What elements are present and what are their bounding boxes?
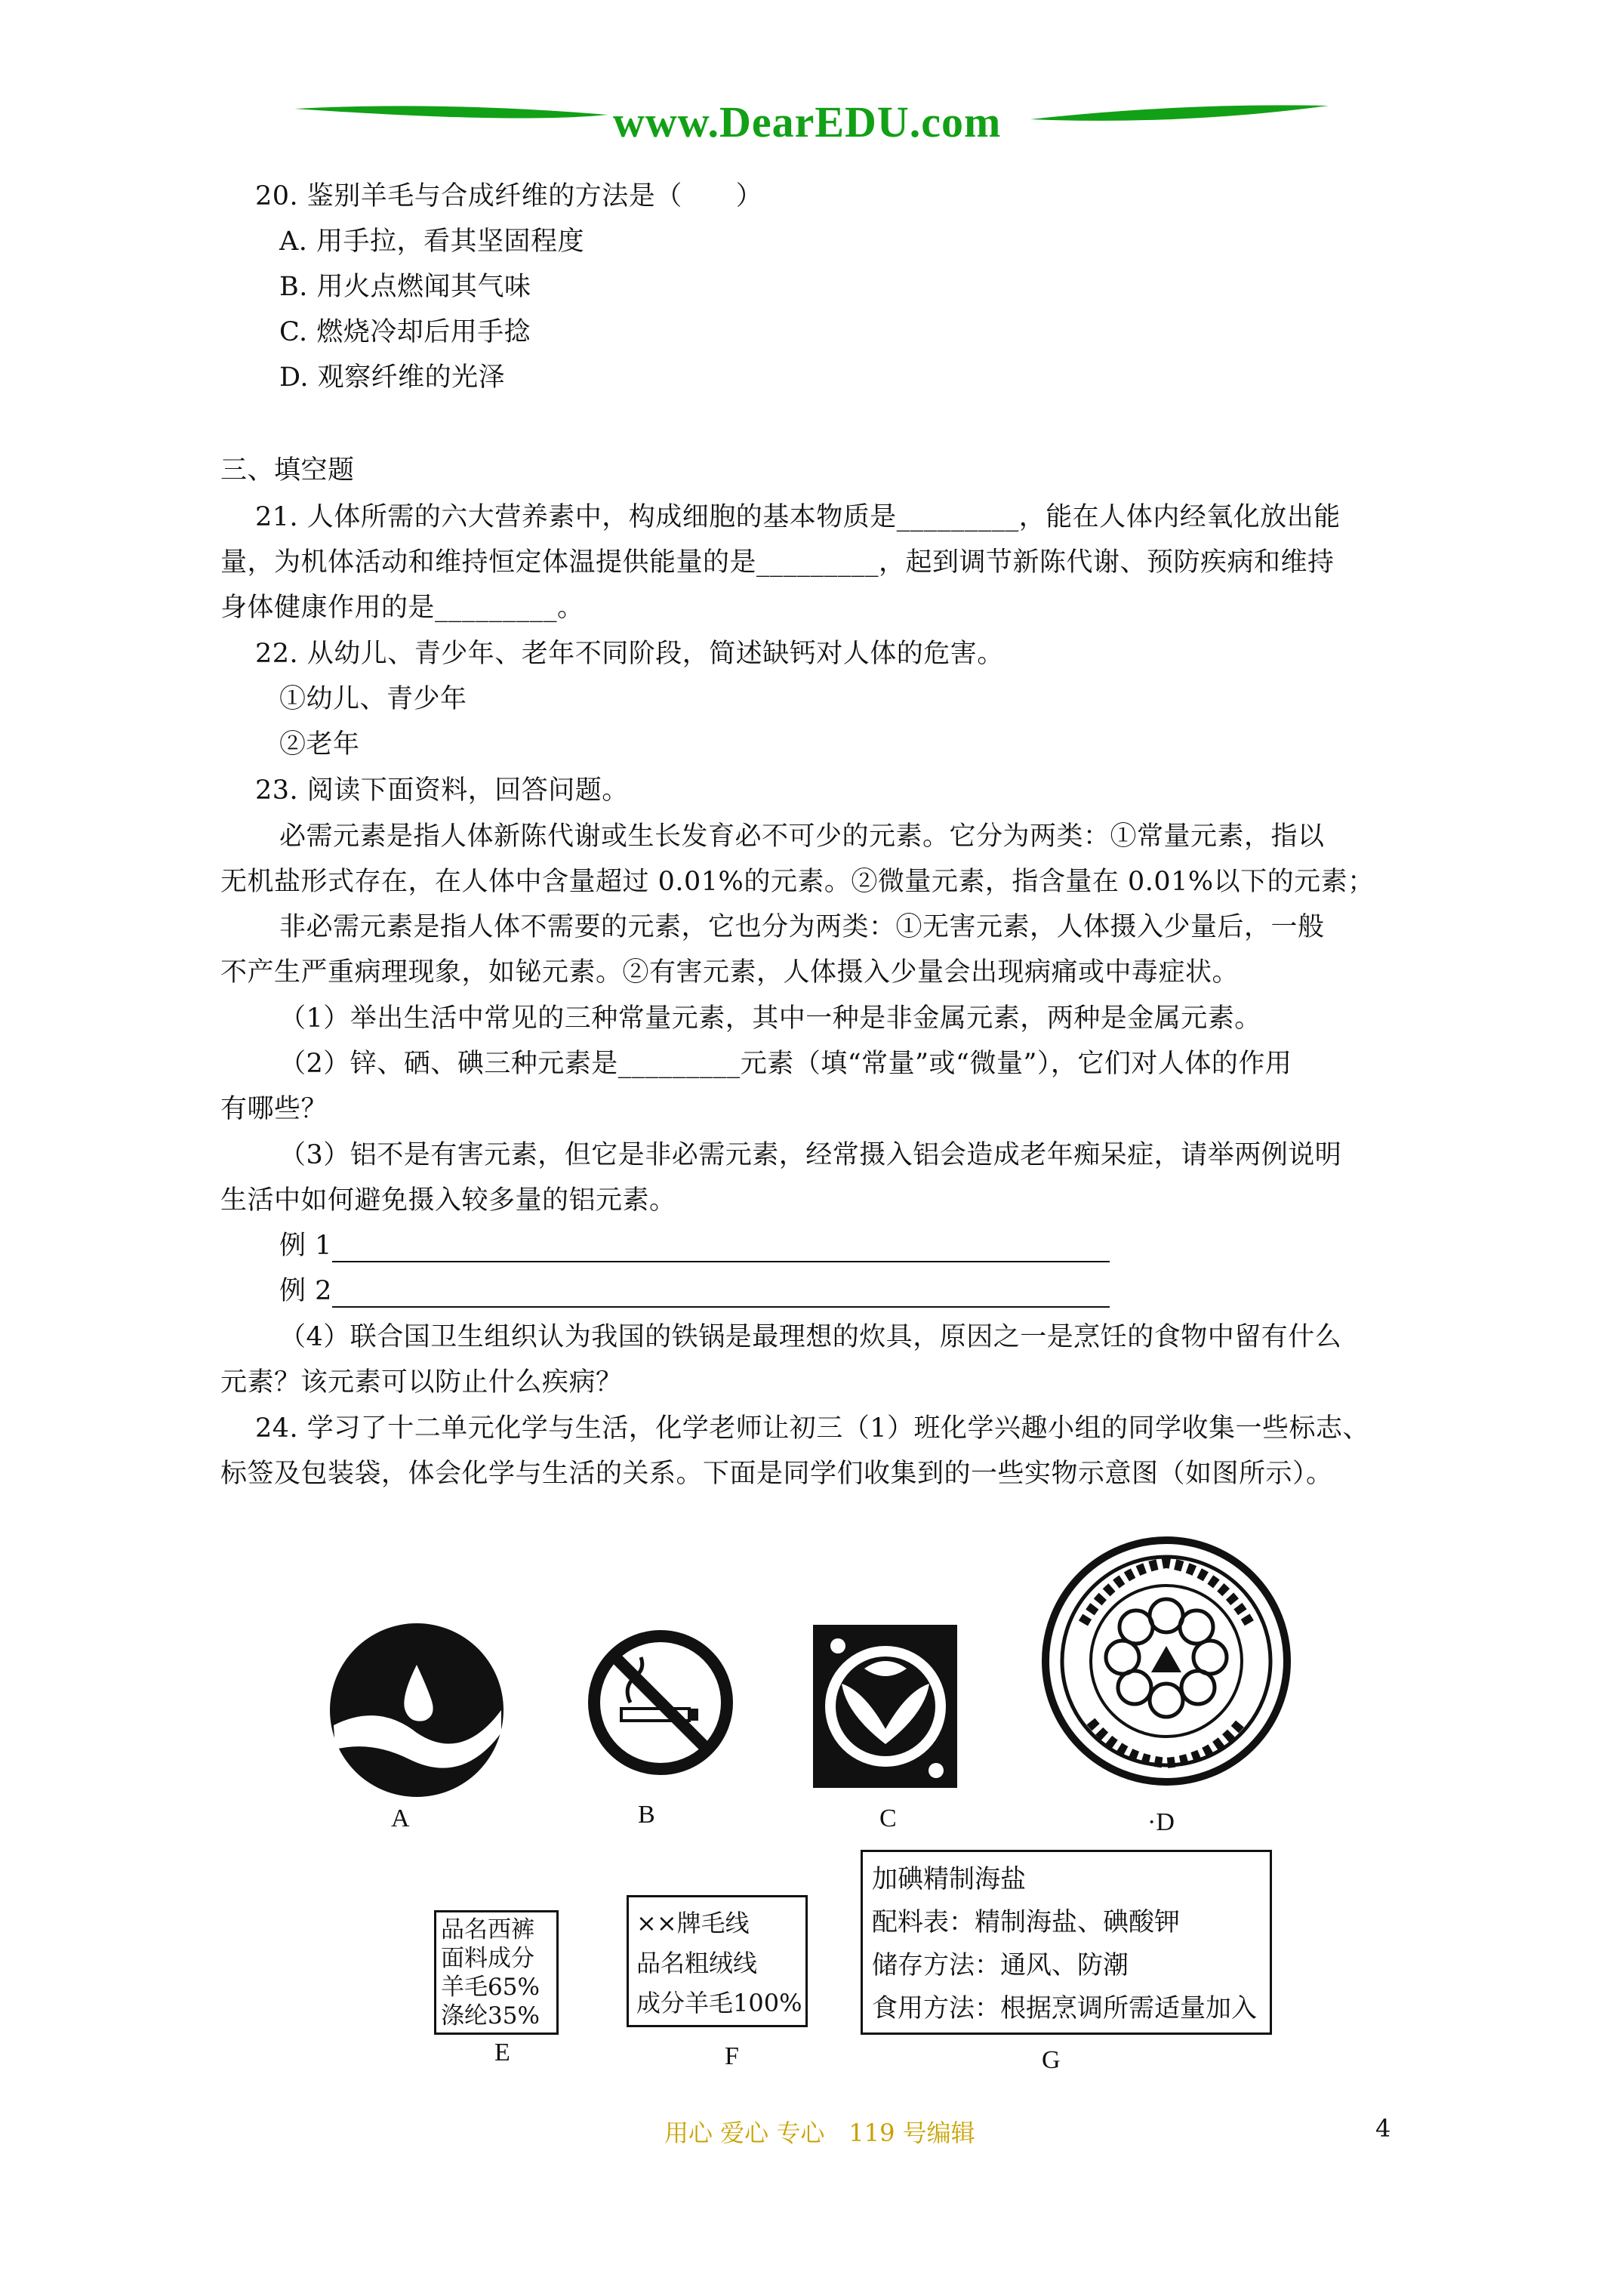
- figure-label-d: ·D: [1147, 1808, 1175, 1836]
- q20-option-c: C. 燃烧冷却后用手捻: [279, 317, 531, 347]
- q23-sub-3: （3）铝不是有害元素，但它是非必需元素，经常摄入铝会造成老年痴呆症，请举两例说明: [279, 1140, 1342, 1170]
- q23-example-1-label: 例 1: [279, 1231, 332, 1261]
- label-g-line: 食用方法：根据烹调所需适量加入: [872, 1993, 1257, 2023]
- q20-stem: 20. 鉴别羊毛与合成纤维的方法是（ ）: [255, 181, 763, 211]
- q23-stem: 23. 阅读下面资料，回答问题。: [255, 775, 629, 806]
- q24-line-2: 标签及包装袋，体会化学与生活的关系。下面是同学们收集到的一些实物示意图（如图所示）。: [220, 1459, 1333, 1489]
- q23-example-1-blank[interactable]: [332, 1261, 1110, 1262]
- label-e-line: 面料成分: [441, 1945, 534, 1972]
- q24-line-1: 24. 学习了十二单元化学与生活，化学老师让初三（1）班化学兴趣小组的同学收集一些标志、: [255, 1413, 1370, 1444]
- label-g-box: [861, 1850, 1272, 2035]
- label-f-line: 品名粗绒线: [636, 1949, 758, 1977]
- label-g-line: 配料表：精制海盐、碘酸钾: [872, 1907, 1180, 1937]
- q23-sub-4-cont: 元素？该元素可以防止什么疾病？: [220, 1367, 623, 1398]
- page-number: 4: [1375, 2114, 1391, 2143]
- green-food-logo-icon: [812, 1623, 959, 1789]
- label-e-line: 品名西裤: [441, 1916, 534, 1943]
- figure-label-g: G: [1042, 2046, 1061, 2074]
- no-smoking-icon: [585, 1627, 736, 1778]
- q22-item-2: ②老年: [279, 729, 360, 760]
- q23-line-3: 非必需元素是指人体不需要的元素，它也分为两类：①无害元素，人体摄入少量后，一般: [279, 912, 1325, 942]
- label-g-line: 储存方法：通风、防潮: [872, 1950, 1129, 1980]
- q21-line-2: 量，为机体活动和维持恒定体温提供能量的是_________，起到调节新陈代谢、预防疾病和维持: [220, 547, 1335, 578]
- label-e-line: 羊毛65%: [441, 1974, 540, 2001]
- q21-line-1: 21. 人体所需的六大营养素中，构成细胞的基本物质是_________，能在人体内经氧化放出能: [255, 502, 1341, 532]
- q23-line-1: 必需元素是指人体新陈代谢或生长发育必不可少的元素。它分为两类：①常量元素，指以: [279, 821, 1325, 852]
- q23-sub-3-cont: 生活中如何避免摄入较多量的铝元素。: [220, 1185, 676, 1216]
- q23-sub-2: （2）锌、硒、碘三种元素是_________元素（填“常量”或“微量”），它们对人体的作用: [279, 1049, 1292, 1079]
- q23-line-4: 不产生严重病理现象，如铋元素。②有害元素，人体摄入少量会出现病痛或中毒症状。: [220, 957, 1240, 988]
- label-e-box: [434, 1910, 559, 2035]
- q20-option-d: D. 观察纤维的光泽: [279, 362, 506, 393]
- water-saving-logo-icon: [326, 1620, 507, 1801]
- figure-label-a: A: [391, 1804, 410, 1832]
- label-e-line: 涤纶35%: [441, 2002, 540, 2029]
- label-f-box: [627, 1895, 808, 2027]
- label-f-line: ××牌毛线: [636, 1909, 750, 1937]
- figure-label-f: F: [725, 2042, 739, 2070]
- figure-label-c: C: [879, 1804, 897, 1832]
- footer-text: 用心 爱心 专心 119 号编辑: [664, 2119, 975, 2147]
- environmental-label-seal-icon: [1038, 1533, 1295, 1789]
- q20-option-b: B. 用火点燃闻其气味: [279, 272, 531, 302]
- label-g-line: 加碘精制海盐: [872, 1864, 1026, 1894]
- figure-label-b: B: [638, 1801, 655, 1829]
- label-f-line: 成分羊毛100%: [636, 1989, 802, 2017]
- q20-option-a: A. 用手拉，看其坚固程度: [279, 227, 585, 257]
- section-title: 三、填空题: [220, 455, 355, 485]
- q23-sub-2-cont: 有哪些？: [220, 1094, 328, 1124]
- q23-sub-1: （1）举出生活中常见的三种常量元素，其中一种是非金属元素，两种是金属元素。: [279, 1003, 1261, 1034]
- q23-example-2-label: 例 2: [279, 1276, 332, 1306]
- q22-item-1: ①幼儿、青少年: [279, 684, 467, 714]
- q23-line-2: 无机盐形式存在，在人体中含量超过 0.01%的元素。②微量元素，指含量在 0.01%以下的元素；: [220, 867, 1375, 897]
- q23-sub-4: （4）联合国卫生组织认为我国的铁锅是最理想的炊具，原因之一是烹饪的食物中留有什么: [279, 1322, 1342, 1352]
- figure-label-e: E: [494, 2039, 510, 2066]
- q23-example-2-blank[interactable]: [332, 1306, 1110, 1308]
- q22-stem: 22. 从幼儿、青少年、老年不同阶段，简述缺钙对人体的危害。: [255, 639, 1004, 669]
- site-title[interactable]: www.DearEDU.com: [613, 97, 1002, 146]
- q21-line-3: 身体健康作用的是_________。: [220, 593, 584, 623]
